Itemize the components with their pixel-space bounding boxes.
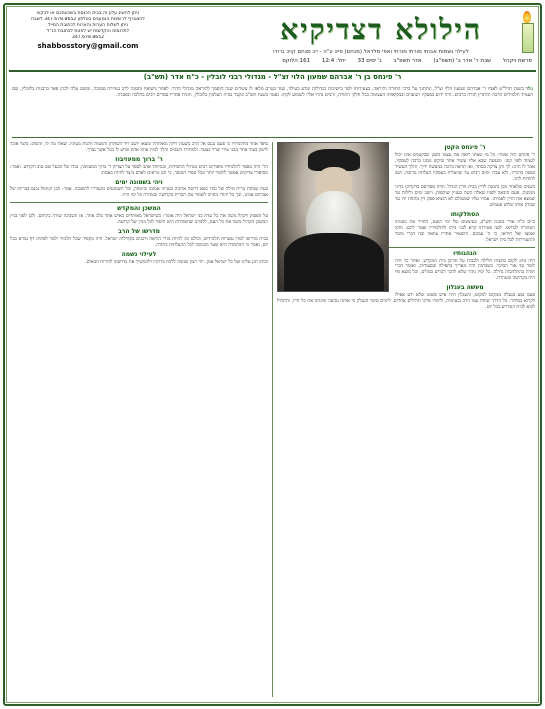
issue-info — [172, 58, 532, 68]
masthead-divider — [9, 70, 536, 72]
section-text: בבית מדרשו למדו עשרות תלמידים, וכולם זכו להיות מורי הוראה ורבנים בקהילות ישראל. היה מקפיד שכל תלמיד ילמד לפחות דף גמרא בכל יום, ואמר כי ההתמדה היא שער הכניסה לכל ההצלחות בתורה. — [10, 236, 268, 248]
section-title: הסתלקותו — [450, 211, 480, 219]
masthead — [9, 9, 536, 69]
contact-line: לתרומות והקדשות יש לפנות לכתובת הנ"ל — [46, 29, 130, 34]
column-divider — [272, 142, 273, 697]
issue-parsha-note: שבת ר' אדר ב' (תשפ"ב) — [433, 58, 492, 64]
contact-box — [13, 11, 163, 65]
rabbi-portrait — [277, 142, 389, 292]
section-title: מדרשו של הרב — [118, 227, 160, 235]
section-title: הנהגותיו — [453, 249, 477, 257]
left-column — [10, 142, 268, 697]
issue-date: אדר תשפ"ב — [393, 58, 422, 64]
issue-extra: יחל: 12:4 — [321, 58, 346, 64]
section-text: זכותו תגן עלינו ועל כל ישראל אמן. יהי רצון שנזכה ללכת בדרכיו ולהמשיך את מורשתו לדורות הבאים. — [85, 259, 268, 265]
intro-text: בשנת תרל"ט לאביו ר' אברהם שמעון הלוי זצ"ל, ונתחנך על ברכי התורה והיראה. בצעירותו למד בישיבות הגדולות ונודע כעילוי, ועוד בטרם מלאו לו עשרים שנה הוסמך להוראה מגדולי הדור. לאחר נישואיו נתמנה לרב בעיירה סמוכה, ומשם עלה לכהן פאר ברבנות בלובלין, שם העמיד תלמידים הרבה והרביץ תורה ברבים. היה ידוע בפסקיו הנועזים ובבקיאותו העצומה בכל חלקי התורה, ורבים נהרו אליו לשמוע לקחו. נפטר בשנת תש"ב ונקבר בבית העלמין בלובלין, והניח אחריו ספרים רבים בהלכה ובאגדה. — [12, 87, 533, 98]
section-text: על הפסוק ויקהל משה את כל עדת בני ישראל היה אומר: כשישראל מאוחדים כאיש אחד בלב אחד, אז השכינה שורה ביניהם. ולכן לפני בניין המשכן הקהיל משה את כל העם, ללמדנו שהאחדות היא היסוד לכל בניין של קדושה. — [10, 214, 268, 226]
section-text: סיפר אחד מתלמידיו כי פעם נכנס אל הרב בשעת לילה מאוחרת ומצאו יושב ליד השולחן ודמעות זולגות מעיניו. שאלו מה לו, והשיב: כיצד אוכל לישון בעוד אחד מבני עירי שרוי בצער. ולמחרת השכים והלך לבית אותו אדם וסייע לו בכל אשר נצרך. — [10, 142, 268, 153]
portrait-coat — [284, 233, 384, 292]
section-title: המשכן והמקדש — [117, 205, 161, 213]
issue-number: ג' ימים 33 — [357, 58, 382, 64]
section-text: הר' היה מספר לתלמידיו סיפורים רבים מגדולי החסידות, ובמיוחד אהב לספר על הצדיק ר' ברוך ממעזיבוז, נכדו של הבעל שם טוב הקדוש. ואמר: מסיפורי צדיקים אפשר ללמוד יותר מכל ספרי המוסר, כי הם מראים לאדם כיצד לחיות באמת. — [10, 164, 268, 176]
right-column — [277, 142, 535, 697]
section-text: בשנים שלאחר מכן נתמנה לדיין בבית הדין הגדול, והיה מפורסם בדקדוקו בדיני ממונות. פעם הובאה לפניו שאלה קשה בעניין שותפות, וישב ימים ולילות עד שמצא את הדין לאמיתו. אמרו עליו שמעולם לא הוציא פסק דין מתחת ידו עד שבדק אותו שלוש פעמים. — [395, 185, 535, 209]
section-text: היה נוהג לקום בחצות הלילה ולבכות על חורבן בית המקדש, ואחר כך היה לומד עד אור הבוקר. בשבתות היה מאריך בתפילה ובסעודות, ואומר דברי תורה בהתלהבות גדולה. כל ימיו נזהר שלא לדבר דברים בטלים, וכל מוצא פיו היה בקדושה ובטהרה. — [395, 258, 535, 282]
section-title: ר' פינחס הקטן — [444, 144, 486, 151]
contact-phone: 347.678.8652 — [71, 35, 105, 40]
section-text: פעם נסע בעגלה ממקום למקום, והעגלון היה איש פשוט שלא ידע אפילו לקרוא בסידור. כל הדרך שוחח עמו הרב בנעימות, ולימדו פרקי תהילים אחדים. לימים סיפר העגלון כי אותה נסיעה שינתה את כל חייו, והתחיל לבוא לבית המדרש בכל יום. — [277, 293, 535, 310]
contact-line: ניתן לשלוח הערות והארות לכתובת המייל — [48, 23, 128, 28]
section-title: ר' ברוך ממעזיבוז — [115, 155, 163, 163]
section-text: בעת שמחת ברית מילה של נכדו נשא דרשה ארוכה בענייני אמונה וביטחון, וכל השומעים נתעוררו לתשובה. אמר: הבן הנימול נכנס בבריתו של אברהם אבינו, וכך כל יהודי מחויב לשמור את הברית בקדושה ובטהרה כל ימי חייו. — [10, 187, 268, 199]
section-divider — [10, 202, 268, 203]
section-title: מעשה בעגלון — [446, 284, 484, 292]
dedication-line: לעילוי נשמות אבותי מורתי מורתי ואפי מלדאל (מנחם) פייג ע"ה - ייכ מנחם קויכ גרודו — [273, 49, 469, 55]
title-area — [169, 9, 536, 69]
contact-email-link[interactable]: shabbosstory@gmail.com — [37, 42, 139, 50]
issue-volume: 161 הלוקס — [282, 58, 311, 64]
contact-line: להצטרף לרשימת הנמענים בטלפון 347.678.8652 לשבת — [31, 17, 145, 22]
article-headline: ר' פינחס בן ר' אברהם שמעון הלוי זצ"ל - מגדולי רבני לובלין - כ"ח אדר (תש"ב) — [143, 73, 402, 81]
intro-divider — [12, 137, 533, 138]
section-title: לעילוי נשמה — [121, 250, 157, 258]
section-text: ביום כ"ח אדר בשנת תש"ב, בעיצומם של ימי הזעם, החזיר את נשמתו הטהורה לבוראו. לפני פטירתו קרא לבני ביתו ולתלמידיו ואמר להם: חזקו ואמצו ואל תיראו, כי ה' עמכם. והשאיר אחריו צוואה ובה דברי מוסר והתעוררות לכל בית ישראל. — [395, 219, 535, 243]
intro-lead: נולד — [525, 86, 533, 92]
contact-line: ניתן להשיג עלון זה בבית הכנסת בשכונתכם או לבקש — [37, 11, 139, 16]
section-title: ויהי בשמונה ימים — [115, 178, 163, 186]
section-text: ר' פינחס היה אומר: כל מי שאינו רואה את עצמו כקטן שבקטנים אינו יכול לעמוד לפני קונו. ומעשה שבא אליו עשיר אחד וביקש ממנו ברכה לעסקיו, אמר לו הרב: לך ותן צדקה בסתר, ואז תראה ברכה במעשה ידיך. והלך העשיר ועשה כדבריו, ולא עברו ימים רבים עד שהצליח בעסקיו הצלחה מרובה, ושב להודות לרב. — [395, 152, 535, 182]
newsletter-title: הילולא דצדיקיא — [280, 13, 482, 46]
intro-paragraph — [12, 86, 533, 134]
issue-portion: פרשת ויקהל — [502, 58, 532, 64]
